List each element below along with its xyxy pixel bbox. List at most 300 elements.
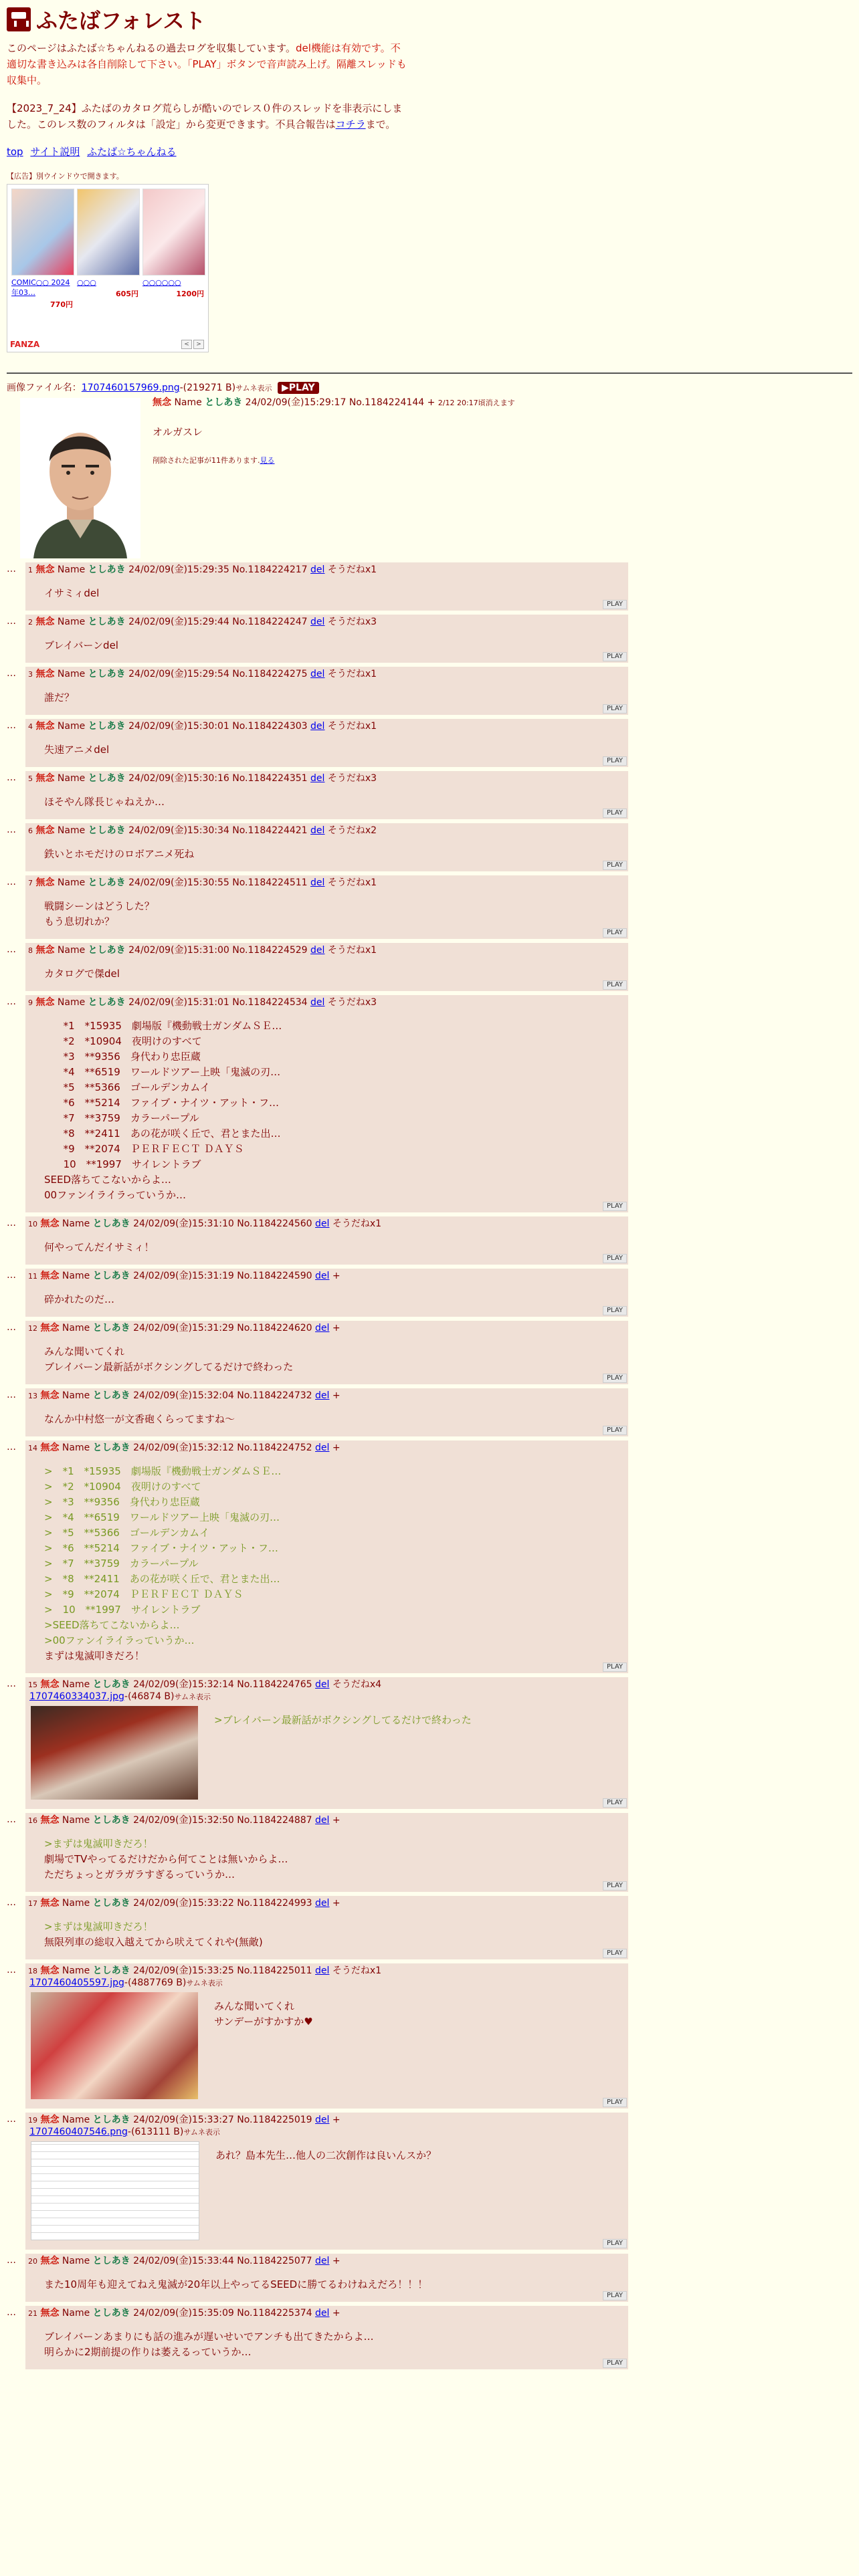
reply-name-label: Name	[62, 1218, 90, 1229]
reply-post	[7, 562, 852, 611]
reply-name-label: Name	[57, 997, 86, 1008]
reply-number[interactable]: No.1184224887	[237, 1815, 312, 1826]
reply-text: 鉄いとホモだけのロボアニメ死ね	[44, 848, 195, 860]
reply-box	[25, 1963, 628, 2109]
reply-number[interactable]: No.1184225077	[237, 2256, 312, 2266]
reply-box	[25, 719, 628, 767]
reply-datetime: 24/02/09(金)15:29:54	[128, 669, 229, 679]
sodane-button[interactable]: そうだねx3	[327, 997, 377, 1008]
reply-datetime: 24/02/09(金)15:31:19	[133, 1271, 234, 1281]
reply-post	[7, 1388, 852, 1436]
reply-text: 碎かれたのだ…	[44, 1293, 115, 1305]
reply-play-button[interactable]: PLAY	[603, 756, 627, 766]
reply-header	[28, 2255, 626, 2268]
reply-play-button[interactable]: PLAY	[603, 704, 627, 714]
reply-name: としあき	[92, 1323, 130, 1333]
sodane-button[interactable]: +	[332, 1815, 341, 1826]
reply-file-line	[29, 1977, 626, 1988]
reply-box	[25, 1813, 628, 1892]
reply-subject: 無念	[40, 1679, 60, 1690]
reply-box	[25, 1388, 628, 1436]
reply-play-button[interactable]: PLAY	[603, 1798, 627, 1808]
reply-subject: 無念	[40, 1815, 60, 1826]
reply-dots: …	[7, 996, 16, 1007]
reply-play-button[interactable]: PLAY	[603, 1949, 627, 1958]
reply-play-button[interactable]: PLAY	[603, 2239, 627, 2248]
reply-subject: 無念	[40, 1898, 60, 1909]
reply-text: また10周年も迎えてねえ鬼滅が20年以上やってるSEEDに勝てるわけねえだろ！！！	[44, 2278, 428, 2290]
thread-file-line: 画像ファイル名：1707460157969.png-(219271 B)サムネ表示 ▶PLAY	[7, 381, 852, 394]
reply-number[interactable]: No.1184225374	[237, 2308, 312, 2319]
del-link[interactable]: del	[315, 1898, 330, 1909]
reply-subject: 無念	[35, 617, 55, 627]
del-link[interactable]: del	[310, 773, 325, 784]
reply-index: 3	[28, 670, 33, 679]
report-link[interactable]: コチラ	[335, 118, 366, 130]
reply-box	[25, 771, 628, 819]
reply-number[interactable]: No.1184224765	[237, 1679, 312, 1690]
op-image[interactable]	[20, 398, 140, 558]
reply-header	[28, 877, 626, 889]
reply-play-button[interactable]: PLAY	[603, 2291, 627, 2300]
reply-name: としあき	[92, 1679, 130, 1690]
del-link[interactable]: del	[310, 721, 325, 732]
reply-number[interactable]: No.1184224534	[232, 997, 308, 1008]
reply-number[interactable]: No.1184224752	[237, 1442, 312, 1453]
ad-item[interactable]	[11, 189, 73, 310]
reply-name: としあき	[88, 773, 126, 784]
sodane-button[interactable]: +	[332, 1390, 341, 1401]
reply-index: 15	[28, 1681, 37, 1689]
reply-dots: …	[7, 720, 16, 731]
reply-list	[7, 562, 852, 2369]
reply-play-button[interactable]: PLAY	[603, 1374, 627, 1383]
reply-number[interactable]: No.1184224351	[232, 773, 308, 784]
reply-play-button[interactable]: PLAY	[603, 1254, 627, 1263]
reply-post	[7, 2306, 852, 2369]
reply-play-button[interactable]: PLAY	[603, 1881, 627, 1891]
reply-index: 9	[28, 998, 33, 1007]
reply-play-button[interactable]: PLAY	[603, 652, 627, 661]
reply-datetime: 24/02/09(金)15:31:00	[128, 945, 229, 956]
reply-name-label: Name	[62, 1898, 90, 1909]
reply-quote: >まずは鬼滅叩きだろ！	[44, 1921, 153, 1933]
reply-text: >まずは鬼滅叩きだろ！ 無限列車の総収入越えてから吠えてくれや(無敵)	[44, 1919, 626, 1950]
reply-post	[7, 719, 852, 767]
reply-play-button[interactable]: PLAY	[603, 600, 627, 609]
reply-name: としあき	[92, 1898, 130, 1909]
reply-file-size: -(46874 B)	[124, 1691, 175, 1702]
sodane-button[interactable]: +	[332, 1323, 341, 1333]
ad-label: 【広告】別ウインドウで開きます。	[7, 172, 124, 181]
reply-dots: …	[7, 2114, 16, 2125]
reply-box	[25, 1321, 628, 1384]
del-link[interactable]: del	[310, 669, 325, 679]
thumb-note: サムネ表示	[186, 1979, 223, 1988]
reply-subject: 無念	[40, 2115, 60, 2125]
reply-text: *1 *15935 劇場版『機動戦士ガンダムＳＥ… *2 *10904 夜明けのすべて *3 **9356 身代わり忠臣蔵 *4 **6519 ワールドツアー上映「鬼滅の刃… *5 **5366 ゴールデンカムイ *6 **5214 ファイブ・ナイツ・アット・フ… *7 **3759 カラーパープル *8 **2411 あの花が咲く丘で、君とまた出… *9 **2074 ＰＥＲＦＥＣＴ ＤＡＹＳ 10 **1997 サイレントラブ SEED落ちてこないからよ… 00ファンイライラっていうか…	[44, 1020, 282, 1201]
reply-post	[7, 667, 852, 715]
reply-box	[25, 1440, 628, 1673]
reply-datetime: 24/02/09(金)15:32:04	[133, 1390, 234, 1401]
nav-futaba-link[interactable]: ふたば☆ちゃんねる	[87, 146, 177, 158]
del-link[interactable]: del	[315, 1390, 330, 1401]
reply-datetime: 24/02/09(金)15:30:01	[128, 721, 229, 732]
op-text: オルガスレ	[153, 426, 203, 438]
reply-play-button[interactable]: PLAY	[603, 928, 627, 938]
reply-index: 6	[28, 827, 33, 835]
reply-number[interactable]: No.1184224620	[237, 1323, 312, 1333]
reply-number[interactable]: No.1184224993	[237, 1898, 312, 1909]
reply-subject: 無念	[40, 1390, 60, 1401]
reply-dots: …	[7, 772, 16, 783]
del-link[interactable]: del	[315, 1271, 330, 1281]
reply-subject: 無念	[40, 1218, 60, 1229]
reply-number[interactable]: No.1184224217	[232, 564, 308, 575]
ad-next-icon[interactable]: >	[193, 340, 204, 349]
reply-dots: …	[7, 1679, 16, 1689]
reply-subject: 無念	[35, 825, 55, 836]
reply-dots: …	[7, 825, 16, 835]
ad-item-price: 1200円	[176, 290, 204, 298]
reply-name-label: Name	[62, 1815, 90, 1826]
reply-play-button[interactable]: PLAY	[603, 980, 627, 990]
reply-post	[7, 1813, 852, 1892]
ad-thumbnail[interactable]	[77, 189, 140, 276]
sodane-button[interactable]: そうだねx1	[327, 669, 377, 679]
reply-datetime: 24/02/09(金)15:30:34	[128, 825, 229, 836]
reply-box	[25, 1677, 628, 1809]
reply-dots: …	[7, 1322, 16, 1333]
reply-index: 16	[28, 1816, 37, 1825]
del-link[interactable]: del	[310, 617, 325, 627]
reply-post	[7, 1896, 852, 1959]
reply-index: 17	[28, 1899, 37, 1908]
reply-text: ブレイバーンdel	[44, 639, 118, 651]
sodane-button[interactable]: +	[332, 2115, 341, 2125]
reply-name: としあき	[88, 945, 126, 956]
reply-name-label: Name	[62, 1965, 90, 1976]
reply-number[interactable]: No.1184224511	[232, 877, 308, 888]
reply-datetime: 24/02/09(金)15:31:01	[128, 997, 229, 1008]
reply-dots: …	[7, 1814, 16, 1825]
reply-dots: …	[7, 1390, 16, 1400]
reply-play-button[interactable]: PLAY	[603, 1306, 627, 1315]
reply-post	[7, 1440, 852, 1673]
reply-header	[28, 825, 626, 837]
thread-play-button[interactable]: ▶PLAY	[278, 382, 319, 394]
reply-number[interactable]: No.1184224732	[237, 1390, 312, 1401]
del-link[interactable]: del	[315, 1965, 330, 1976]
reply-datetime: 24/02/09(金)15:31:29	[133, 1323, 234, 1333]
ad-thumbnail[interactable]	[142, 189, 205, 276]
reply-number[interactable]: No.1184224247	[232, 617, 308, 627]
reply-file-link[interactable]: 1707460407546.png	[29, 2127, 128, 2137]
reply-datetime: 24/02/09(金)15:35:09	[133, 2308, 234, 2319]
reply-box	[25, 995, 628, 1212]
reply-name-label: Name	[62, 1323, 90, 1333]
reply-subject: 無念	[35, 945, 55, 956]
del-link[interactable]: del	[315, 1323, 330, 1333]
del-link[interactable]: del	[310, 997, 325, 1008]
reply-header	[28, 1442, 626, 1455]
reply-number[interactable]: No.1184225019	[237, 2115, 312, 2125]
reply-dots: …	[7, 877, 16, 887]
reply-name: としあき	[92, 1390, 130, 1401]
sodane-button[interactable]: +	[332, 1442, 341, 1453]
reply-subject: 無念	[40, 1323, 60, 1333]
reply-subject: 無念	[40, 1442, 60, 1453]
reply-text: >まずは鬼滅叩きだろ！ 劇場でTVやってるだけだから何てことは無いからよ… ただちょっとガラガラすぎるっていうか…	[44, 1836, 626, 1883]
op-post-number[interactable]: No.1184224144	[349, 397, 425, 408]
reply-post	[7, 1269, 852, 1317]
reply-play-button[interactable]: PLAY	[603, 1202, 627, 1211]
reply-name: としあき	[88, 617, 126, 627]
reply-file-line	[29, 1691, 626, 1702]
sodane-button[interactable]: そうだねx1	[327, 721, 377, 732]
reply-dots: …	[7, 1965, 16, 1975]
reply-post	[7, 1216, 852, 1265]
reply-box	[25, 562, 628, 611]
reply-name-label: Name	[57, 825, 86, 836]
del-link[interactable]: del	[315, 2308, 330, 2319]
reply-subject: 無念	[35, 877, 55, 888]
reply-header	[28, 1218, 626, 1230]
reply-name-label: Name	[57, 721, 86, 732]
del-link[interactable]: del	[315, 2256, 330, 2266]
reply-datetime: 24/02/09(金)15:30:55	[128, 877, 229, 888]
sodane-button[interactable]: そうだねx3	[327, 617, 377, 627]
op-header: 無念 Name としあき 24/02/09(金)15:29:17 No.1184224144 + 2/12 20:17頃消えます	[153, 397, 515, 408]
reply-name-label: Name	[62, 2115, 90, 2125]
nav-top-link[interactable]: top	[7, 146, 23, 158]
reply-box	[25, 2306, 628, 2369]
reply-datetime: 24/02/09(金)15:33:25	[133, 1965, 234, 1976]
reply-name-label: Name	[62, 2256, 90, 2266]
reply-datetime: 24/02/09(金)15:31:10	[133, 1218, 234, 1229]
reply-header	[28, 1897, 626, 1910]
sodane-button[interactable]: そうだねx1	[332, 1218, 382, 1229]
reply-name-label: Name	[62, 1679, 90, 1690]
ad-item-title[interactable]: ○○○○○○	[142, 278, 181, 287]
reply-header	[28, 1390, 626, 1402]
reply-box	[25, 1896, 628, 1959]
reply-number[interactable]: No.1184224275	[232, 669, 308, 679]
reply-name: としあき	[92, 2308, 130, 2319]
reply-text: みんな聞いてくれ ブレイバーン最新話がボクシングしてるだけで終わった	[44, 1346, 294, 1373]
reply-text: 何やってんだイサミィ！	[44, 1241, 155, 1253]
reply-file-link[interactable]: 1707460334037.jpg	[29, 1691, 124, 1702]
sodane-button[interactable]: +	[332, 1271, 341, 1281]
reply-text: ブレイバーンあまりにも話の進みが遅いせいでアンチも出てきたからよ… 明らかに2期前提の作りは萎えるっていうか…	[44, 2331, 374, 2358]
reply-index: 2	[28, 618, 33, 627]
reply-dots: …	[7, 944, 16, 955]
sodane-button[interactable]: そうだねx4	[332, 1679, 382, 1690]
reply-text: 戦闘シーンはどうした？ もう息切れか？	[44, 900, 155, 928]
sodane-button[interactable]: +	[332, 1898, 341, 1909]
reply-text: ほそやん隊長じゃねえか…	[44, 796, 165, 808]
reply-number[interactable]: No.1184224560	[237, 1218, 312, 1229]
reply-post	[7, 615, 852, 663]
thread	[7, 381, 852, 2369]
futaba-logo-icon	[7, 7, 31, 31]
reply-datetime: 24/02/09(金)15:29:35	[128, 564, 229, 575]
reply-image[interactable]	[31, 1706, 198, 1800]
site-header	[7, 4, 852, 35]
ad-prev-icon[interactable]: <	[181, 340, 192, 349]
sodane-button[interactable]: そうだねx1	[327, 945, 377, 956]
reply-dots: …	[7, 1270, 16, 1281]
ad-banner[interactable]	[7, 184, 209, 352]
reply-subject: 無念	[40, 1965, 60, 1976]
del-link[interactable]: del	[310, 877, 325, 888]
reply-file-size: -(4887769 B)	[124, 1977, 187, 1988]
reply-index: 4	[28, 722, 33, 731]
reply-text: なんか中村悠一が文香砲くらってますね〜	[44, 1413, 235, 1425]
ad-item-price: 770円	[50, 300, 73, 309]
reply-header	[28, 1814, 626, 1827]
reply-header	[28, 944, 626, 957]
reply-box	[25, 667, 628, 715]
ad-item-title[interactable]: ○○○	[77, 278, 96, 287]
reply-dots: …	[7, 1442, 16, 1453]
reply-text: 失速アニメdel	[44, 744, 110, 756]
reply-text: あれ？島本先生…他人の二次創作は良いんスか？	[215, 2149, 437, 2161]
reply-number[interactable]: No.1184224529	[232, 945, 308, 956]
ad-thumbnail[interactable]	[11, 189, 74, 276]
reply-quote: >まずは鬼滅叩きだろ！	[44, 1838, 153, 1850]
reply-image[interactable]	[31, 1992, 198, 2099]
reply-name-label: Name	[62, 1390, 90, 1401]
divider	[7, 372, 852, 374]
reply-dots: …	[7, 668, 16, 679]
del-link[interactable]: del	[315, 2115, 330, 2125]
sodane-button[interactable]: そうだねx3	[327, 773, 377, 784]
thread-file-link[interactable]: 1707460157969.png	[81, 383, 180, 393]
reply-header	[28, 1965, 626, 1977]
reply-play-button[interactable]: PLAY	[603, 2359, 627, 2368]
reply-play-button[interactable]: PLAY	[603, 1426, 627, 1435]
reply-box	[25, 2113, 628, 2250]
reply-post	[7, 943, 852, 991]
ad-item-title[interactable]: COMIC○○ 2024年03…	[11, 278, 70, 297]
reply-name: としあき	[92, 1271, 130, 1281]
reply-text: イサミィdel	[44, 587, 100, 599]
reply-name: としあき	[92, 2256, 130, 2266]
reply-post	[7, 823, 852, 871]
reply-index: 8	[28, 946, 33, 955]
reply-datetime: 24/02/09(金)15:32:14	[133, 1679, 234, 1690]
reply-header	[28, 2114, 626, 2127]
reply-subject: 無念	[35, 669, 55, 679]
reply-box	[25, 823, 628, 871]
reply-file-link[interactable]: 1707460405597.jpg	[29, 1977, 124, 1988]
reply-dots: …	[7, 2307, 16, 2318]
reply-subject: 無念	[35, 721, 55, 732]
reply-header	[28, 1322, 626, 1335]
reply-name-label: Name	[62, 1271, 90, 1281]
reply-box	[25, 943, 628, 991]
del-link[interactable]: del	[310, 825, 325, 836]
reply-index: 19	[28, 2116, 37, 2125]
sodane-button[interactable]: そうだねx1	[327, 877, 377, 888]
deleted-note: 削除された記事が11件あります.見る	[153, 456, 275, 465]
reply-play-button[interactable]: PLAY	[603, 2098, 627, 2107]
sodane-button[interactable]: そうだねx2	[327, 825, 377, 836]
del-link[interactable]: del	[310, 945, 325, 956]
reply-subject: 無念	[40, 2308, 60, 2319]
ad-item[interactable]	[77, 189, 138, 310]
reply-number[interactable]: No.1184224421	[232, 825, 308, 836]
reply-text: みんな聞いてくれ サンデーがすかすか♥	[214, 2000, 313, 2028]
reply-play-button[interactable]: PLAY	[603, 861, 627, 870]
reply-play-button[interactable]: PLAY	[603, 1662, 627, 1672]
reply-name: としあき	[92, 1965, 130, 1976]
reply-box	[25, 1216, 628, 1265]
reply-datetime: 24/02/09(金)15:29:44	[128, 617, 229, 627]
reply-text: 誰だ？	[44, 691, 75, 704]
del-link[interactable]: del	[315, 1218, 330, 1229]
reply-text: カタログで傑del	[44, 968, 120, 980]
deleted-show-link[interactable]: 見る	[260, 456, 275, 465]
reply-post	[7, 1677, 852, 1809]
reply-post	[7, 875, 852, 939]
reply-image[interactable]	[31, 2141, 199, 2240]
ad-item[interactable]	[142, 189, 204, 310]
reply-name: としあき	[88, 721, 126, 732]
sodane-button[interactable]: そうだねx1	[327, 564, 377, 575]
del-link[interactable]: del	[310, 564, 325, 575]
sodane-button[interactable]: +	[332, 2308, 341, 2319]
reply-subject: 無念	[35, 773, 55, 784]
reply-number[interactable]: No.1184224303	[232, 721, 308, 732]
sodane-button[interactable]: そうだねx1	[332, 1965, 382, 1976]
reply-datetime: 24/02/09(金)15:33:44	[133, 2256, 234, 2266]
reply-file-size: -(613111 B)	[127, 2127, 184, 2137]
reply-index: 11	[28, 1272, 37, 1281]
reply-subject: 無念	[35, 997, 55, 1008]
reply-quote: >ブレイバーン最新話がボクシングしてるだけで終わった	[214, 1714, 472, 1726]
del-link[interactable]: del	[315, 1679, 330, 1690]
reply-subject: 無念	[40, 2256, 60, 2266]
reply-datetime: 24/02/09(金)15:30:16	[128, 773, 229, 784]
reply-index: 12	[28, 1324, 37, 1333]
reply-number[interactable]: No.1184224590	[237, 1271, 312, 1281]
del-link[interactable]: del	[315, 1815, 330, 1826]
reply-subject: 無念	[35, 564, 55, 575]
del-link[interactable]: del	[315, 1442, 330, 1453]
reply-dots: …	[7, 2255, 16, 2266]
reply-name-label: Name	[57, 773, 86, 784]
ad-item-price: 605円	[116, 290, 138, 298]
nav-about-link[interactable]: サイト説明	[30, 146, 80, 158]
reply-datetime: 24/02/09(金)15:33:22	[133, 1898, 234, 1909]
reply-post	[7, 2113, 852, 2250]
page-title: ふたばフォレスト	[36, 8, 206, 33]
reply-play-button[interactable]: PLAY	[603, 809, 627, 818]
reply-index: 7	[28, 879, 33, 887]
reply-index: 13	[28, 1392, 37, 1400]
reply-index: 5	[28, 774, 33, 783]
sodane-button[interactable]: +	[332, 2256, 341, 2266]
reply-name-label: Name	[62, 1442, 90, 1453]
reply-header	[28, 720, 626, 733]
reply-post	[7, 771, 852, 819]
op-plus-button[interactable]: +	[427, 397, 436, 408]
ad-brand-logo: FANZA	[10, 340, 40, 349]
reply-number[interactable]: No.1184225011	[237, 1965, 312, 1976]
reply-name: としあき	[92, 1442, 130, 1453]
